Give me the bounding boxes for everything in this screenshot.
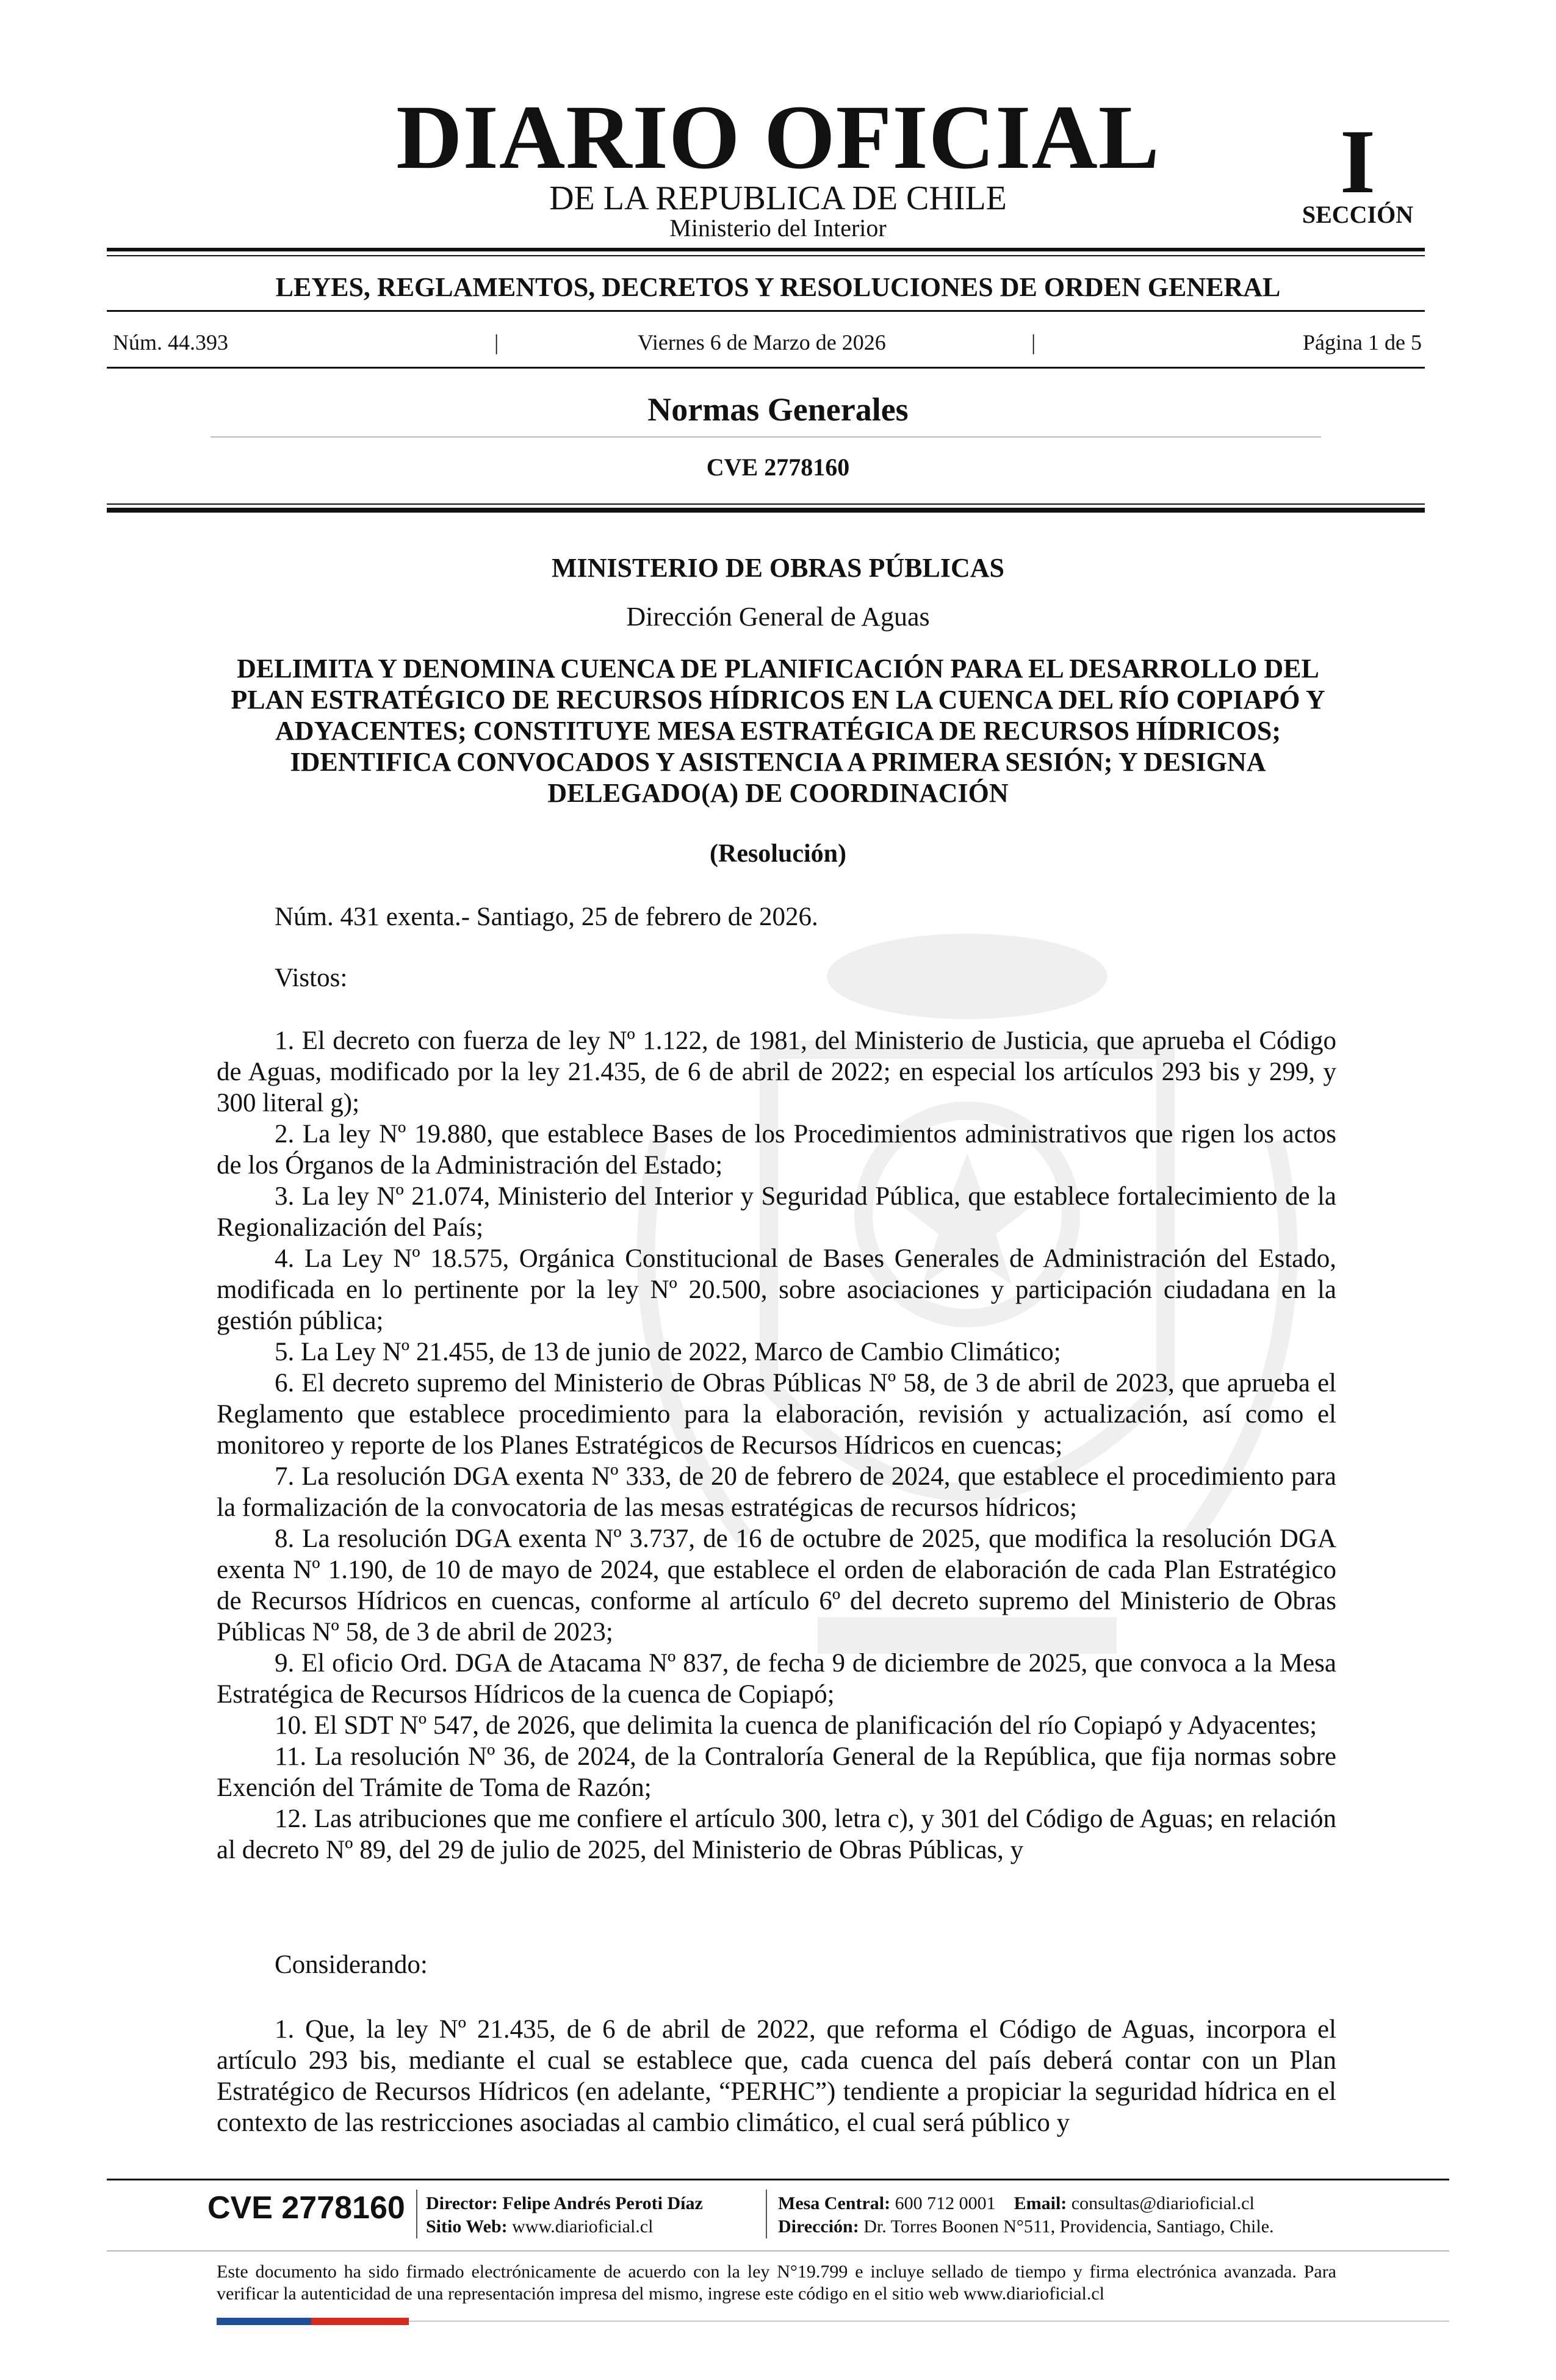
- infobar-separator: |: [1031, 330, 1036, 355]
- vistos-item: 3. La ley Nº 21.074, Ministerio del Interior y Seguridad Pública, que establece fortalecimiento de la Regionalización del País;: [217, 1182, 1336, 1242]
- footer-legal-notice: Este documento ha sido firmado electrónicamente de acuerdo con la ley N°19.799 e incluye sellado de tiempo y firma electrónica avanzada. Para verificar la autenticidad de una representación impresa del mismo, ingrese este código en el sitio web www.diarioficial.cl: [217, 2262, 1336, 2304]
- director-label: Director:: [426, 2193, 498, 2213]
- header-rule-thick: [107, 508, 1425, 513]
- email-link[interactable]: consultas@diarioficial.cl: [1071, 2193, 1255, 2213]
- vistos-item: 2. La ley Nº 19.880, que establece Bases de los Procedimientos administrativos que rigen los actos de los Órganos de la Administración del Estado;: [217, 1120, 1336, 1180]
- phone-label: Mesa Central:: [778, 2193, 891, 2213]
- section-banner: LEYES, REGLAMENTOS, DECRETOS Y RESOLUCIONES DE ORDEN GENERAL: [275, 272, 1281, 302]
- vistos-item: 11. La resolución Nº 36, de 2024, de la Contraloría General de la República, que fija normas sobre Exención del Trámite de Toma de Razón;: [217, 1742, 1336, 1802]
- considerando-list: [217, 2014, 1336, 2138]
- newspaper-ministry: Ministerio del Interior: [669, 214, 887, 242]
- vistos-item: 6. El decreto supremo del Ministerio de Obras Públicas Nº 58, de 3 de abril de 2023, que aprueba el Reglamento que establece procedimiento para la elaboración, revisión y actualización, así como el monitoreo y reporte de los Planes Estratégicos de Recursos Hídricos en cuencas;: [217, 1369, 1336, 1460]
- page-indicator: Página 1 de 5: [1303, 330, 1422, 355]
- vistos-heading: Vistos:: [275, 964, 348, 992]
- vistos-item: 5. La Ley Nº 21.455, de 13 de junio de 2022, Marco de Cambio Climático;: [275, 1338, 1061, 1366]
- infobar-rule: [107, 367, 1425, 369]
- masthead-rule-thin: [107, 255, 1425, 256]
- email-label: Email:: [1014, 2193, 1067, 2213]
- vistos-item: 4. La Ley Nº 18.575, Orgánica Constitucional de Bases Generales de Administración del Estado, modificada en lo pertinente por la ley Nº 20.500, sobre asociaciones y participación ciudadana en la gestión pública;: [217, 1244, 1336, 1335]
- section-heading-rule: [211, 436, 1321, 438]
- footer-contact-block: [778, 2192, 1274, 2238]
- section-heading: Normas Generales: [647, 391, 909, 428]
- flag-stripe-blue: [217, 2318, 311, 2325]
- newspaper-subtitle: DE LA REPUBLICA DE CHILE: [549, 179, 1007, 217]
- vistos-item: 1. El decreto con fuerza de ley Nº 1.122, de 1981, del Ministerio de Justicia, que aprueba el Código de Aguas, modificado por la ley 21.435, de 6 de abril de 2022; en especial los artículos 293 bis y 299, y 300 literal g);: [217, 1026, 1336, 1117]
- section-numeral: I: [1339, 111, 1376, 212]
- infobar-separator: |: [494, 330, 499, 355]
- address-text: Dr. Torres Boonen N°511, Providencia, Santiago, Chile.: [863, 2216, 1274, 2237]
- section-label: SECCIÓN: [1302, 201, 1414, 228]
- flag-stripe-red: [311, 2318, 409, 2325]
- address-label: Dirección:: [778, 2216, 859, 2237]
- issue-number: Núm. 44.393: [113, 330, 228, 355]
- vistos-item: 10. El SDT Nº 547, de 2026, que delimita la cuenca de planificación del río Copiapó y Adyacentes;: [275, 1711, 1317, 1740]
- website-link[interactable]: www.diarioficial.cl: [512, 2216, 654, 2237]
- website-label: Sitio Web:: [426, 2216, 508, 2237]
- issue-date: Viernes 6 de Marzo de 2026: [638, 330, 886, 355]
- director-name: Felipe Andrés Peroti Díaz: [502, 2193, 703, 2213]
- vistos-item: 9. El oficio Ord. DGA de Atacama Nº 837, de fecha 9 de diciembre de 2025, que convoca a la Mesa Estratégica de Recursos Hídricos de la cuenca de Copiapó;: [217, 1649, 1336, 1709]
- cve-code: CVE 2778160: [706, 453, 850, 481]
- footer-rule: [107, 2179, 1449, 2180]
- issuing-ministry: MINISTERIO DE OBRAS PÚBLICAS: [551, 553, 1005, 583]
- footer-divider: [766, 2190, 767, 2238]
- footer-cve-code: CVE 2778160: [207, 2190, 405, 2226]
- vistos-item: 7. La resolución DGA exenta Nº 333, de 20 de febrero de 2024, que establece el procedimiento para la formalización de la convocatoria de las mesas estratégicas de recursos hídricos;: [217, 1462, 1336, 1522]
- vistos-item: 8. La resolución DGA exenta Nº 3.737, de 16 de octubre de 2025, que modifica la resolución DGA exenta Nº 1.190, de 10 de mayo de 2024, que establece el orden de elaboración de cada Plan Estratégico de Recursos Hídricos en cuencas, conforme al artículo 6º del decreto supremo del Ministerio de Obras Públicas Nº 58, de 3 de abril de 2023;: [217, 1524, 1336, 1646]
- footer-divider: [416, 2190, 417, 2238]
- considerando-item: 1. Que, la ley Nº 21.435, de 6 de abril de 2022, que reforma el Código de Aguas, incorpora el artículo 293 bis, mediante el cual se establece que, cada cuenca del país deberá contar con un Plan Estratégico de Recursos Hídricos (en adelante, “PERHC”) tendiente a propiciar la seguridad hídrica en el contexto de las restricciones asociadas al cambio climático, el cual será público y: [217, 2015, 1336, 2137]
- resolution-title: DELIMITA Y DENOMINA CUENCA DE PLANIFICACIÓN PARA EL DESARROLLO DEL PLAN ESTRATÉGICO DE RECURSOS HÍDRICOS EN LA CUENCA DEL RÍO COPIAPÓ Y ADYACENTES; CONSTITUYE MESA ESTRATÉGICA DE RECURSOS HÍDRICOS; IDENTIFICA CONVOCADOS Y ASISTENCIA A PRIMERA SESIÓN; Y DESIGNA DELEGADO(A) DE COORDINACIÓN: [231, 654, 1325, 808]
- masthead-rule-thick: [107, 248, 1425, 251]
- footer-director-block: [426, 2192, 703, 2238]
- vistos-list: [217, 1025, 1336, 1866]
- considerando-heading: Considerando:: [275, 1950, 428, 1979]
- phone-number: 600 712 0001: [895, 2193, 996, 2213]
- resolution-number-line: Núm. 431 exenta.- Santiago, 25 de febrero de 2026.: [275, 903, 818, 931]
- banner-rule: [107, 310, 1425, 312]
- issuing-directorate: Dirección General de Aguas: [626, 602, 930, 632]
- issue-infobar: [113, 330, 1422, 360]
- header-rule-thin: [107, 503, 1425, 505]
- document-type: (Resolución): [710, 840, 846, 868]
- newspaper-title: DIARIO OFICIAL: [396, 87, 1160, 188]
- vistos-item: 12. Las atribuciones que me confiere el artículo 300, letra c), y 301 del Código de Aguas; en relación al decreto Nº 89, del 29 de julio de 2025, del Ministerio de Obras Públicas, y: [217, 1805, 1336, 1864]
